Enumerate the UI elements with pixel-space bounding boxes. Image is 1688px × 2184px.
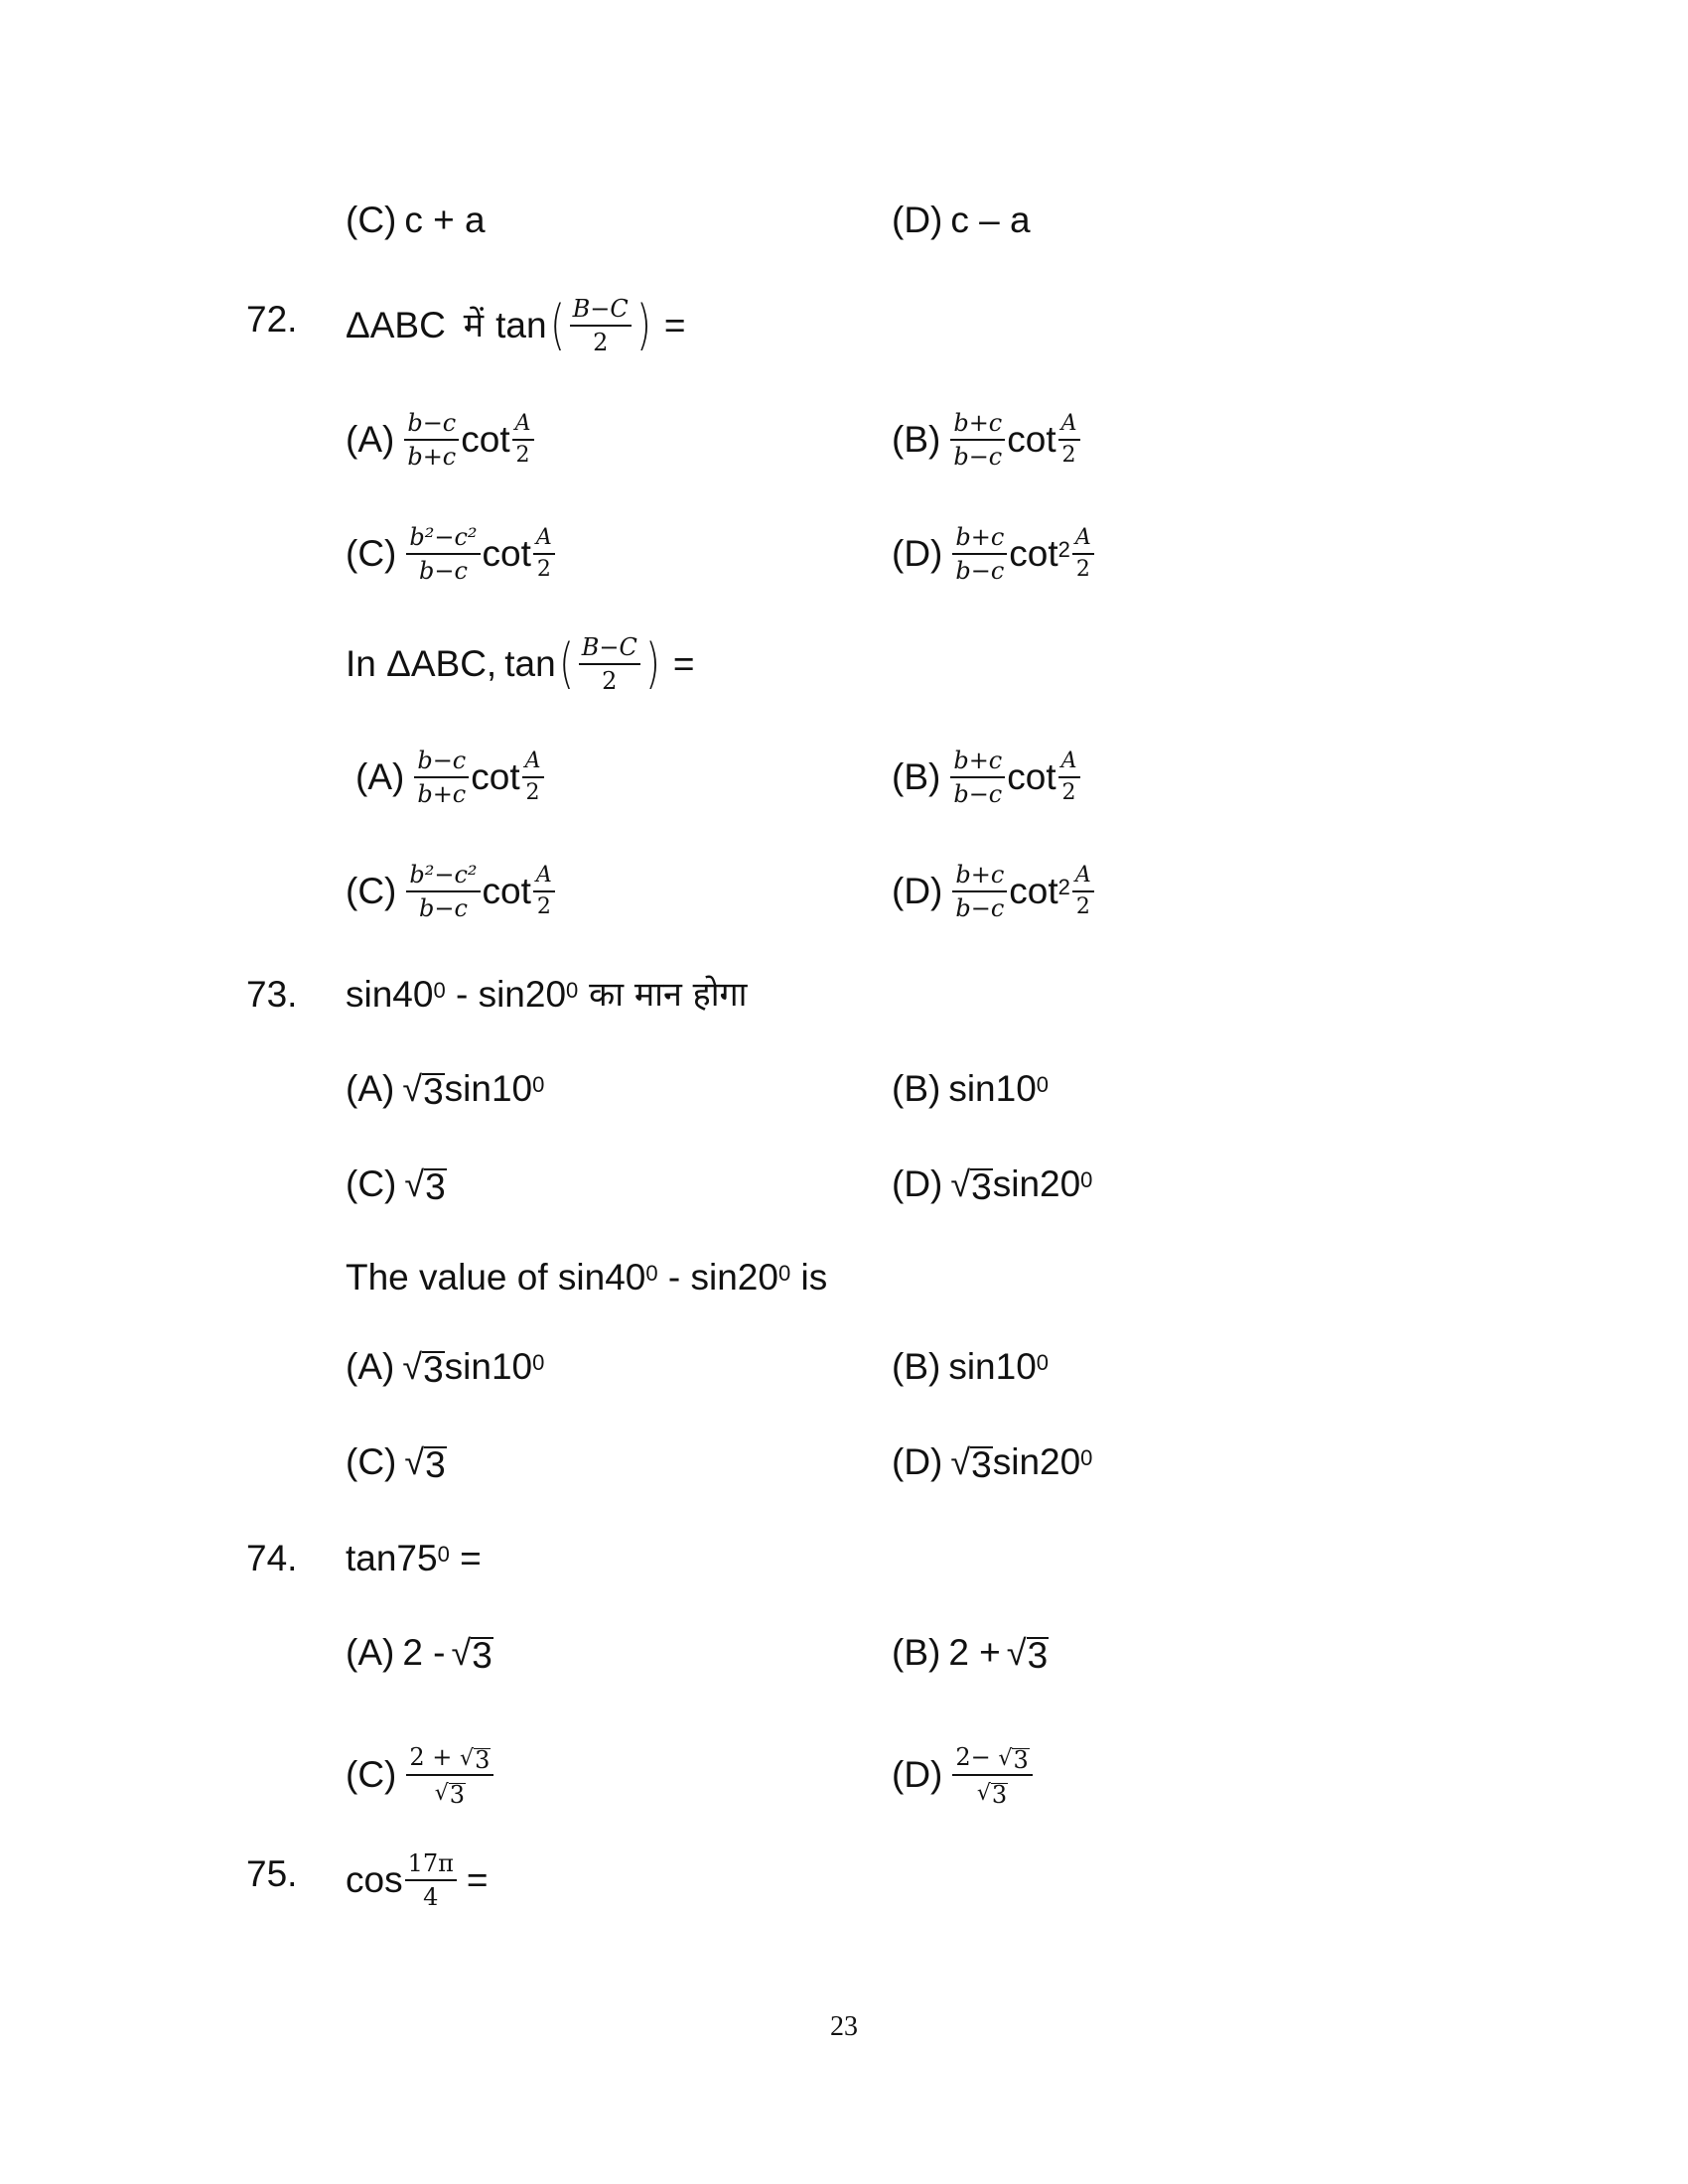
right-paren: ) — [635, 294, 651, 356]
page-number: 23 — [830, 2011, 858, 2042]
q72-question-english — [346, 633, 695, 695]
square-root: √ 3 — [404, 1441, 446, 1485]
half-angle-fraction: $\frac{A}{2}$ — [1058, 749, 1080, 806]
option-tag: (A) — [346, 419, 395, 460]
q73-en-option-c[interactable] — [346, 1437, 447, 1487]
square-root: √ 3 — [1006, 1632, 1049, 1676]
option-tag: (C) — [346, 533, 397, 574]
q72-hi-option-c[interactable] — [346, 523, 557, 585]
option-tag: (B) — [892, 756, 941, 797]
half-angle-fraction: $\frac{A}{2}$ — [533, 863, 555, 920]
hindi-word: में — [463, 306, 485, 345]
function-name: cos — [346, 1859, 403, 1900]
q74-question: tan75 $^0$ = — [346, 1538, 482, 1578]
option-tag: (B) — [892, 1346, 941, 1387]
square-root: √ 3 — [976, 1781, 1008, 1809]
option-tag: (B) — [892, 419, 941, 460]
q72-hi-option-d[interactable]: (D) $\frac{b+c}{b-c}$ cot $^2$ $\frac{A}{2}$ — [892, 523, 1096, 585]
option-fraction: $\frac{b-c}{b+c}$ — [414, 747, 469, 808]
option-tag: (B) — [892, 1068, 941, 1109]
half-angle-fraction: $\frac{A}{2}$ — [1058, 411, 1080, 469]
argument-fraction: $\frac{B-C}{2}$ — [570, 295, 632, 356]
q71-option-d[interactable] — [892, 196, 1031, 245]
argument-fraction: $\frac{B-C}{2}$ — [579, 633, 640, 695]
argument-fraction: $\frac{17\pi}{4}$ — [405, 1849, 457, 1911]
square-root: √ 3 — [434, 1781, 466, 1809]
option-text: c – a — [950, 200, 1031, 240]
question-number: 74. — [246, 1538, 298, 1578]
option-fraction: $\frac{b+c}{b-c}$ — [950, 409, 1005, 471]
function-name: cot — [482, 533, 531, 574]
option-fraction: $\frac{\text{b²−c²}}{b-c}$ — [406, 523, 480, 585]
square-root: √ 3 — [998, 1746, 1029, 1774]
option-fraction: $\frac{b+c}{b-c}$ — [952, 523, 1007, 585]
q73-question-hindi: sin40 $^0$ - sin20 $^0$ का मान होगा — [346, 974, 748, 1015]
q72-en-option-c[interactable] — [346, 861, 557, 922]
option-fraction: $\frac{b+c}{b-c}$ — [952, 861, 1007, 922]
square-root: √ 3 — [451, 1632, 492, 1676]
option-tag: (D) — [892, 200, 943, 240]
question-number: 72. — [246, 299, 298, 340]
function-name: cot — [482, 871, 531, 911]
q72-en-option-a[interactable] — [355, 747, 546, 808]
equals-sign: = — [672, 643, 695, 684]
q72-hi-option-b[interactable] — [892, 409, 1082, 471]
option-fraction: $\frac{\text{b²−c²}}{b-c}$ — [406, 861, 480, 922]
function-name: cot — [471, 756, 520, 797]
option-tag: (D) — [892, 871, 943, 911]
half-angle-fraction: $\frac{A}{2}$ — [1072, 863, 1094, 920]
right-paren: ) — [645, 632, 660, 695]
function-name: cot — [1007, 756, 1056, 797]
function-name: cot — [1007, 419, 1056, 460]
option-fraction: $\frac{b-c}{b+c}$ — [404, 409, 459, 471]
option-tag: (C) — [346, 1163, 397, 1204]
square-root: √ 3 — [950, 1441, 992, 1485]
q72-en-option-d[interactable]: (D) $\frac{b+c}{b-c}$ cot $^2$ $\frac{A}{2}$ — [892, 861, 1096, 922]
left-paren: ( — [549, 294, 565, 356]
function-name: cot — [1009, 871, 1058, 911]
function-name: tan — [495, 305, 547, 345]
q74-option-b[interactable]: (B) 2 + √ 3 — [892, 1628, 1049, 1678]
q71-option-c[interactable] — [346, 196, 486, 245]
option-text: c + a — [404, 200, 486, 240]
q73-hi-option-d[interactable]: (D) √ 3 sin20 $^0$ — [892, 1160, 1092, 1209]
q72-hi-option-a[interactable] — [346, 409, 536, 471]
function-name: cot — [461, 419, 510, 460]
q72-question-hindi — [346, 295, 685, 356]
option-tag: (C) — [346, 1441, 397, 1482]
q73-hi-option-b[interactable]: (B) sin10 $^0$ — [892, 1064, 1049, 1114]
option-tag: (A) — [346, 1346, 395, 1387]
question-prefix: In ΔABC, — [346, 643, 497, 684]
square-root: √ 3 — [402, 1068, 444, 1112]
option-tag: (D) — [892, 1441, 943, 1482]
q73-question-english: The value of sin40 $^0$ - sin20 $^0$ is — [346, 1257, 828, 1297]
half-angle-fraction: $\frac{A}{2}$ — [522, 749, 544, 806]
option-fraction: 2− √ 3 √ 3 — [952, 1743, 1032, 1807]
q73-en-option-d[interactable]: (D) √ 3 sin20 $^0$ — [892, 1437, 1092, 1487]
half-angle-fraction: $\frac{A}{2}$ — [512, 411, 534, 469]
option-tag: (C) — [346, 200, 397, 240]
q74-option-c[interactable] — [346, 1743, 495, 1807]
triangle-label: ΔABC — [346, 305, 446, 345]
option-tag: (A) — [346, 1068, 395, 1109]
q73-en-option-b[interactable]: (B) sin10 $^0$ — [892, 1342, 1049, 1392]
function-name: cot — [1009, 533, 1058, 574]
option-fraction: 2 + √ 3 √ 3 — [406, 1743, 493, 1807]
function-name: tan — [504, 643, 556, 684]
left-paren: ( — [558, 632, 574, 695]
option-tag: (C) — [346, 1754, 397, 1795]
question-number: 75. — [246, 1853, 298, 1894]
q75-question — [346, 1849, 489, 1911]
equals-sign: = — [663, 305, 686, 345]
square-root: √ 3 — [404, 1163, 446, 1207]
half-angle-fraction: $\frac{A}{2}$ — [1072, 525, 1094, 583]
question-number: 73. — [246, 974, 298, 1015]
q74-option-d[interactable] — [892, 1743, 1035, 1807]
option-tag: (A) — [346, 1632, 395, 1673]
square-root: √ 3 — [950, 1163, 992, 1207]
q74-option-a[interactable]: (A) 2 - √ 3 — [346, 1628, 493, 1678]
square-root: √ 3 — [402, 1346, 444, 1390]
q72-en-option-b[interactable] — [892, 747, 1082, 808]
q73-en-option-a[interactable]: (A) √ 3 sin10 $^0$ — [346, 1342, 544, 1392]
half-angle-fraction: $\frac{A}{2}$ — [533, 525, 555, 583]
square-root: √ 3 — [460, 1746, 491, 1774]
q73-hi-option-a[interactable]: (A) √ 3 sin10 $^0$ — [346, 1064, 544, 1114]
equals-sign: = — [466, 1859, 489, 1900]
option-tag: (C) — [346, 871, 397, 911]
option-tag: (D) — [892, 1754, 943, 1795]
option-tag: (B) — [892, 1632, 941, 1673]
option-tag: (D) — [892, 1163, 943, 1204]
option-tag: (D) — [892, 533, 943, 574]
option-tag: (A) — [355, 756, 405, 797]
option-fraction: $\frac{b+c}{b-c}$ — [950, 747, 1005, 808]
q73-hi-option-c[interactable] — [346, 1160, 447, 1209]
